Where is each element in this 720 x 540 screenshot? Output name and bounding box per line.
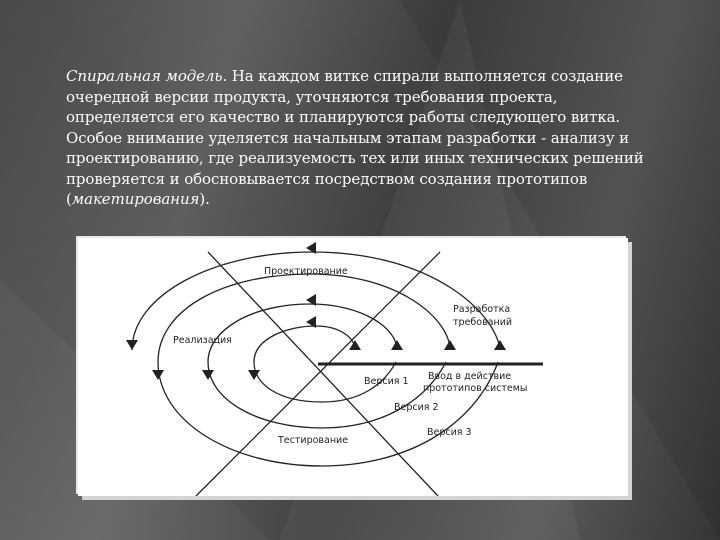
label-requirements-line1: Разработка — [453, 304, 511, 315]
label-deploy-line2: прототипов системы — [423, 383, 528, 394]
label-implementation: Реализация — [173, 335, 232, 346]
label-design: Проектирование — [264, 266, 348, 277]
label-version-3: Версия 3 — [427, 427, 472, 438]
description-body: . На каждом витке спирали выполняется создание очередной версии продукта, уточняются требования проекта, определяется его качество и планируются работы следующего витка. Особое внимание уделяется начальным этапам разработки - анализу и проектированию, где реализуемость тех или иных технических решений проверяется и обосновывается посредством создания прототипов ( — [66, 67, 644, 208]
spiral-model-diagram — [78, 238, 628, 496]
slide-description — [66, 66, 656, 210]
arrow-left-1 — [126, 340, 138, 350]
arrow-up-3 — [444, 340, 456, 350]
model-term: Спиральная модель — [66, 67, 223, 85]
arrow-left-3 — [202, 370, 214, 380]
label-version-2: Версия 2 — [394, 402, 439, 413]
label-version-1: Версия 1 — [364, 376, 409, 387]
arrow-up-2 — [391, 340, 403, 350]
arrow-up-4 — [494, 340, 506, 350]
label-deploy-line1: Ввод в действие — [428, 371, 512, 382]
description-tail: ). — [199, 190, 210, 208]
diagram-labels — [173, 266, 527, 446]
label-requirements-line2: требований — [453, 317, 513, 328]
diagram-canvas — [78, 238, 628, 496]
label-testing: Тестирование — [278, 435, 349, 446]
emphasis-term: макетирования — [71, 190, 200, 208]
arrow-left-2 — [152, 370, 164, 380]
